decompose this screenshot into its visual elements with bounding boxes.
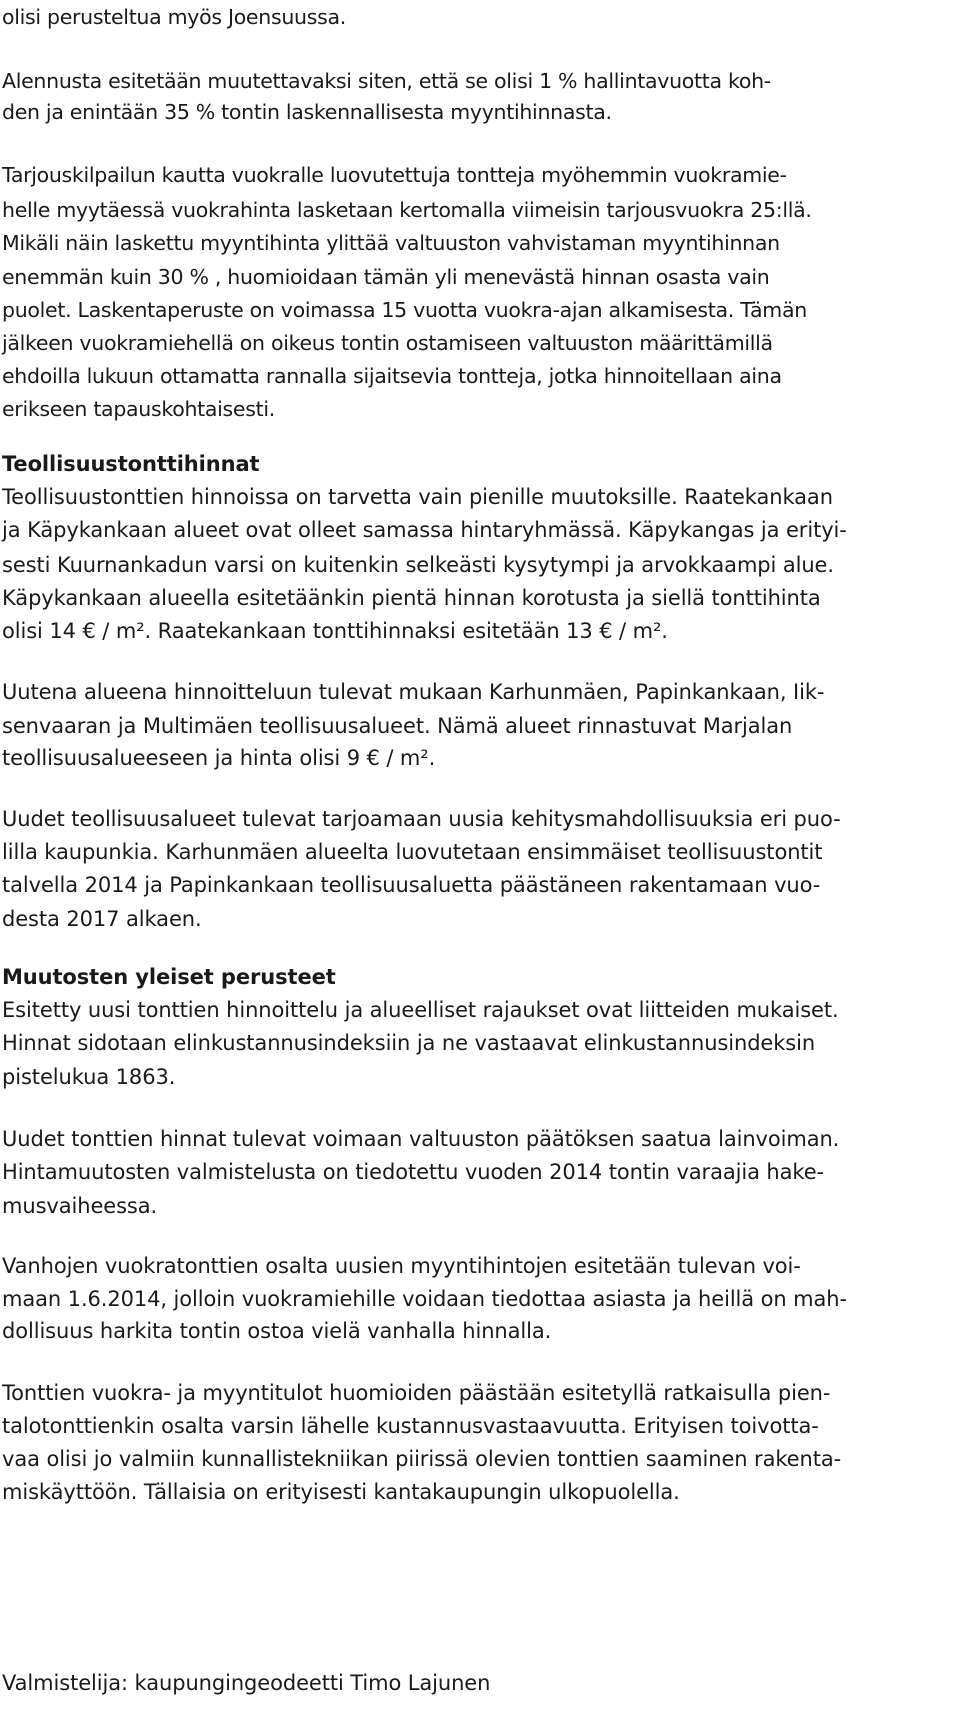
paragraph-line: jälkeen vuokramiehellä on oikeus tontin ostamiseen valtuuston määrittämillä (2, 331, 773, 355)
paragraph-line: olisi perusteltua myös Joensuussa. (2, 5, 346, 29)
paragraph-line: Esitetty uusi tonttien hinnoittelu ja alueelliset rajaukset ovat liitteiden mukaiset. (2, 998, 839, 1022)
paragraph-line: ja Käpykankaan alueet ovat olleet samassa hintaryhmässä. Käpykangas ja erityi- (2, 518, 847, 542)
paragraph-line: Uutena alueena hinnoitteluun tulevat mukaan Karhunmäen, Papinkankaan, Iik- (2, 680, 825, 704)
paragraph-line: talvella 2014 ja Papinkankaan teollisuusaluetta päästäneen rakentamaan vuo- (2, 873, 821, 897)
paragraph-line: talotonttienkin osalta varsin lähelle kustannusvastaavuutta. Erityisen toivotta- (2, 1414, 819, 1438)
paragraph-line: senvaaran ja Multimäen teollisuusalueet. Nämä alueet rinnastuvat Marjalan (2, 714, 793, 738)
paragraph-line: Vanhojen vuokratonttien osalta uusien myyntihintojen esitetään tulevan voi- (2, 1254, 801, 1278)
paragraph-line: pistelukua 1863. (2, 1065, 176, 1089)
paragraph-line: Käpykankaan alueella esitetäänkin pientä hinnan korotusta ja siellä tonttihinta (2, 586, 821, 610)
paragraph-line: desta 2017 alkaen. (2, 907, 202, 931)
paragraph-line: Alennusta esitetään muutettavaksi siten, että se olisi 1 % hallintavuotta koh- (2, 69, 771, 93)
paragraph-line: puolet. Laskentaperuste on voimassa 15 vuotta vuokra-ajan alkamisesta. Tämän (2, 298, 807, 322)
paragraph-line: olisi 14 € / m². Raatekankaan tonttihinnaksi esitetään 13 € / m². (2, 619, 668, 643)
section-heading: Teollisuustonttihinnat (2, 452, 260, 476)
paragraph-line: teollisuusalueeseen ja hinta olisi 9 € / m². (2, 746, 436, 770)
paragraph-line: Uudet teollisuusalueet tulevat tarjoamaan uusia kehitysmahdollisuuksia eri puo- (2, 807, 841, 831)
paragraph-line: erikseen tapauskohtaisesti. (2, 397, 275, 421)
section-heading: Muutosten yleiset perusteet (2, 965, 336, 989)
paragraph-line: Tarjouskilpailun kautta vuokralle luovutettuja tontteja myöhemmin vuokramie- (2, 163, 787, 187)
paragraph-line: maan 1.6.2014, jolloin vuokramiehille voidaan tiedottaa asiasta ja heillä on mah- (2, 1287, 847, 1311)
paragraph-line: miskäyttöön. Tällaisia on erityisesti kantakaupungin ulkopuolella. (2, 1480, 680, 1504)
paragraph-line: musvaiheessa. (2, 1194, 158, 1218)
paragraph-line: dollisuus harkita tontin ostoa vielä vanhalla hinnalla. (2, 1319, 552, 1343)
paragraph-line: Hinnat sidotaan elinkustannusindeksiin ja ne vastaavat elinkustannusindeksin (2, 1031, 816, 1055)
paragraph-line: Tonttien vuokra- ja myyntitulot huomioiden päästään esitetyllä ratkaisulla pien- (2, 1381, 831, 1405)
paragraph-line: helle myytäessä vuokrahinta lasketaan kertomalla viimeisin tarjousvuokra 25:llä. (2, 198, 812, 222)
preparer-line: Valmistelija: kaupungingeodeetti Timo Lajunen (2, 1671, 491, 1695)
paragraph-line: lilla kaupunkia. Karhunmäen alueelta luovutetaan ensimmäiset teollisuustontit (2, 840, 823, 864)
paragraph-line: Hintamuutosten valmistelusta on tiedotettu vuoden 2014 tontin varaajia hake- (2, 1160, 825, 1184)
paragraph-line: sesti Kuurnankadun varsi on kuitenkin selkeästi kysytympi ja arvokkaampi alue. (2, 553, 834, 577)
paragraph-line: Mikäli näin laskettu myyntihinta ylittää valtuuston vahvistaman myyntihinnan (2, 231, 780, 255)
paragraph-line: vaa olisi jo valmiin kunnallistekniikan piirissä olevien tonttien saaminen rakenta- (2, 1447, 842, 1471)
paragraph-line: Uudet tonttien hinnat tulevat voimaan valtuuston päätöksen saatua lainvoiman. (2, 1127, 840, 1151)
paragraph-line: Teollisuustonttien hinnoissa on tarvetta vain pienille muutoksille. Raatekankaan (2, 485, 833, 509)
paragraph-line: enemmän kuin 30 % , huomioidaan tämän yli menevästä hinnan osasta vain (2, 265, 770, 289)
paragraph-line: ehdoilla lukuun ottamatta rannalla sijaitsevia tontteja, jotka hinnoitellaan aina (2, 364, 782, 388)
paragraph-line: den ja enintään 35 % tontin laskennallisesta myyntihinnasta. (2, 100, 612, 124)
